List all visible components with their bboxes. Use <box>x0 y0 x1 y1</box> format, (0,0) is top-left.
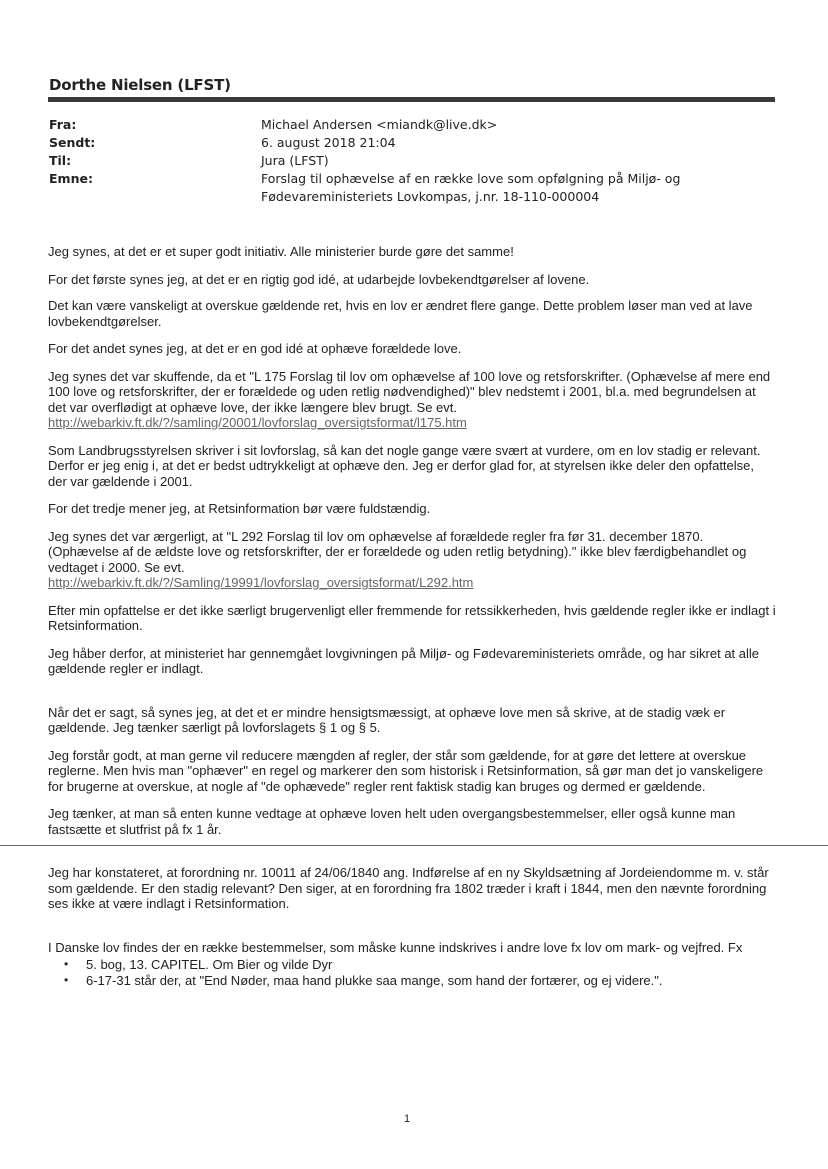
from-label: Fra: <box>49 117 77 132</box>
ft-archive-link-l292[interactable]: http://webarkiv.ft.dk/?/Samling/19991/lovforslag_oversigtsformat/L292.htm <box>48 575 474 590</box>
paragraph-14: Jeg har konstateret, at forordning nr. 10011 af 24/06/1840 ang. Indførelse af en ny Skyldsætning af Jordeiendomme m. v. står som gældende. Er den stadig relevant? Den siger, at en forordning fra 1802 træder i kraft i 1844, men den nævnte forordning ses ikke at være indlagt i Retsinformation. <box>48 865 769 911</box>
sender-name: Dorthe Nielsen (LFST) <box>49 76 231 94</box>
to-label: Til: <box>49 153 72 168</box>
sent-value: 6. august 2018 21:04 <box>261 135 396 150</box>
danske-lov-list <box>48 957 776 988</box>
subject-value <box>261 170 701 206</box>
paragraph-3: Det kan være vanskeligt at overskue gældende ret, hvis en lov er ændret flere gange. Dette problem løser man ved at lave lovbekendtgørelser. <box>48 298 753 329</box>
email-header <box>49 116 779 206</box>
paragraph-7: For det tredje mener jeg, at Retsinformation bør være fuldstændig. <box>48 501 431 516</box>
ft-archive-link-l175[interactable]: http://webarkiv.ft.dk/?/samling/20001/lovforslag_oversigtsformat/l175.htm <box>48 415 467 430</box>
link-2-wrapper <box>48 575 776 591</box>
subject-row <box>49 170 779 206</box>
list-item: • 5. bog, 13. CAPITEL. Om Bier og vilde Dyr <box>48 957 776 973</box>
page-number: 1 <box>404 1113 411 1125</box>
sent-label: Sendt: <box>49 135 96 150</box>
paragraph-4: For det andet synes jeg, at det er en god idé at ophæve forældede love. <box>48 341 462 356</box>
link-1-wrapper <box>48 415 776 431</box>
paragraph-13: Jeg tænker, at man så enten kunne vedtage at ophæve loven helt uden overgangsbestemmelser, eller også kunne man fastsætte et slutfrist på fx 1 år. <box>48 806 736 837</box>
subject-label: Emne: <box>49 171 93 186</box>
paragraph-12: Jeg forstår godt, at man gerne vil reducere mængden af regler, der står som gældende, for at gøre det lettere at overskue reglerne. Men hvis man "ophæver" en regel og markerer den som historisk i Retsinformation, så gør man det jo vanskeligere for brugerne at overskue, at nogle af "de ophævede" regler rent faktisk stadig kan bruges og dermed er gældende. <box>48 747 764 794</box>
list-item: • 6-17-31 står der, at "End Nøder, maa hand plukke saa mange, som hand der fortærer, og ej videre.". <box>48 973 776 989</box>
scan-strike-line <box>0 845 828 846</box>
from-value: Michael Andersen <miandk@live.dk> <box>261 117 498 132</box>
paragraph-8: Jeg synes det var ærgerligt, at "L 292 Forslag til lov om ophævelse af forældede regler fra før 31. december 1870. (Ophævelse af de ældste love og retsforskrifter, der er forældede og uden retlig betydning)." ikke blev færdigbehandlet og vedtaget i 2000. Se evt. <box>48 528 747 575</box>
paragraph-6: Som Landbrugsstyrelsen skriver i sit lovforslag, så kan det nogle gange være svært at vurdere, om en lov stadig er relevant. Derfor er jeg enig i, at det er bedst udtrykkeligt at ophæve den. Jeg er derfor glad for, at styrelsen ikke deler den opfattelse, der var gældende i 2001. <box>48 442 761 489</box>
paragraph-11: Når det er sagt, så synes jeg, at det et er mindre hensigtsmæssigt, at ophæve love men så skrive, at de stadig væk er gældende. Jeg tænker særligt på lovforslagets § 1 og § 5. <box>48 704 726 735</box>
to-row <box>49 152 779 170</box>
subject-line-2: Fødevareministeriets Lovkompas, j.nr. 18-110-000004 <box>261 189 600 204</box>
sent-row <box>49 134 779 152</box>
paragraph-9: Efter min opfattelse er det ikke særligt brugervenligt eller fremmende for retssikkerheden, hvis gældende regler ikke er indlagt i Retsinformation. <box>48 602 776 633</box>
paragraph-5: Jeg synes det var skuffende, da et "L 175 Forslag til lov om ophævelse af 100 love og retsforskrifter. (Ophævelse af mere end 100 love og retsforskrifter, der er forældede og uden retlig nødvendighed)" blev nedstemt i 2001, bl.a. med begrundelsen at det var overflødigt at ophæve love, der ikke længere blev brugt. Se evt. <box>48 368 771 415</box>
email-body <box>48 244 776 988</box>
paragraph-1: Jeg synes, at det er et super godt initiativ. Alle ministerier burde gøre det samme! <box>48 244 514 259</box>
paragraph-15: I Danske lov findes der en række bestemmelser, som måske kunne indskrives i andre love fx lov om mark- og vejfred. Fx <box>48 939 743 955</box>
header-divider <box>48 97 775 102</box>
to-value: Jura (LFST) <box>261 153 329 168</box>
paragraph-10: Jeg håber derfor, at ministeriet har gennemgået lovgivningen på Miljø- og Fødevareministeriets område, og har sikret at alle gældende regler er indlagt. <box>48 645 760 676</box>
from-row <box>49 116 779 134</box>
paragraph-2: For det første synes jeg, at det er en rigtig god idé, at udarbejde lovbekendtgørelser af lovene. <box>48 271 590 287</box>
subject-line-1: Forslag til ophævelse af en række love som opfølgning på Miljø- og <box>261 171 681 186</box>
